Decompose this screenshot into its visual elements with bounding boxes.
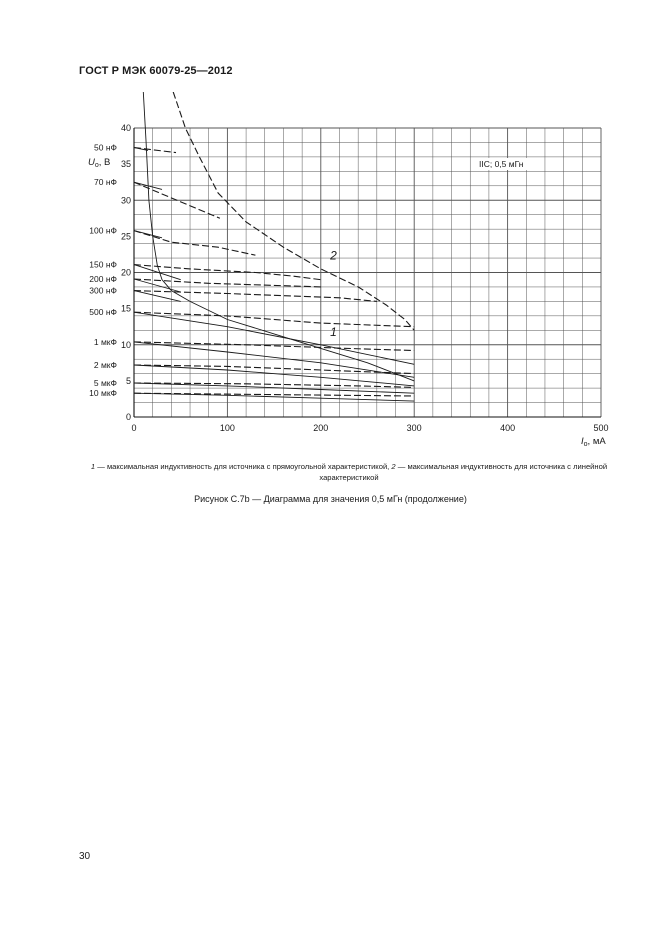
series-line-dashed	[134, 148, 176, 153]
series-line-dashed	[134, 393, 414, 396]
y-axis-unit: , В	[98, 157, 111, 168]
x-tick-label: 200	[313, 423, 329, 433]
curve-labels	[329, 248, 337, 339]
capacitance-label: 200 нФ	[89, 274, 117, 285]
capacitance-label: 5 мкФ	[93, 378, 117, 389]
x-tick-label: 100	[219, 423, 235, 433]
footnote-number-1: 1	[90, 462, 96, 471]
y-tick-label: 40	[120, 123, 131, 133]
x-axis-subscript: o	[583, 441, 588, 448]
footnote-number-2: 2	[391, 462, 396, 471]
chart-footnote	[79, 461, 619, 483]
y-axis-symbol: U	[88, 157, 95, 168]
x-tick-label: 300	[406, 423, 422, 433]
chart-series	[134, 92, 414, 401]
capacitance-label: 70 нФ	[94, 177, 117, 188]
x-tick-label: 0	[131, 423, 137, 433]
capacitance-label: 100 нФ	[89, 225, 117, 236]
chart-grid	[134, 128, 601, 417]
voltage-current-chart	[0, 0, 661, 460]
document-header: ГОСТ Р МЭК 60079-25—2012	[79, 65, 233, 77]
series-line-solid	[134, 279, 181, 292]
y-tick-label: 20	[120, 267, 131, 278]
capacitance-labels	[89, 143, 117, 399]
capacitance-label: 1 мкФ	[93, 336, 117, 347]
figure-caption: Рисунок С.7b — Диаграмма для значения 0,5 мГн (продолжение)	[194, 494, 467, 504]
capacitance-label: 10 мкФ	[89, 388, 117, 399]
chart-annotation: IIC; 0,5 мГн	[479, 159, 524, 169]
footnote-text-1: — максимальная индуктивность для источника с прямоугольной характеристикой,	[95, 462, 392, 471]
curve-number-label: 1	[330, 325, 337, 340]
capacitance-label: 2 мкФ	[93, 359, 117, 370]
page-number: 30	[79, 851, 91, 862]
y-tick-label: 25	[120, 231, 131, 242]
x-axis-symbol: I	[581, 436, 584, 447]
x-tick-label: 500	[593, 423, 609, 433]
x-axis-label	[581, 436, 606, 448]
y-tick-label: 5	[125, 375, 131, 386]
y-tick-label: 15	[120, 303, 131, 314]
y-tick-label: 35	[120, 159, 131, 170]
curve-number-label: 2	[330, 248, 337, 263]
series-line-solid	[143, 92, 414, 381]
x-tick-label: 400	[500, 423, 516, 433]
y-tick-label: 10	[120, 339, 131, 350]
series-line-dashed	[134, 365, 414, 374]
y-tick-label: 30	[120, 195, 131, 206]
y-axis-label	[88, 157, 110, 169]
x-axis-unit: , мА	[587, 436, 606, 447]
capacitance-label: 300 нФ	[89, 285, 117, 296]
capacitance-label: 500 нФ	[89, 307, 117, 318]
series-line-dashed	[134, 312, 414, 327]
series-line-solid	[134, 342, 414, 377]
capacitance-label: 150 нФ	[89, 259, 117, 270]
series-line-dashed	[134, 383, 414, 387]
y-axis-subscript: o	[94, 162, 99, 169]
capacitance-label: 50 нФ	[94, 142, 117, 153]
y-tick-label: 0	[125, 412, 131, 422]
series-line-dashed	[134, 291, 377, 302]
footnote-text-2: — максимальная индуктивность для источника с линейной характеристикой	[319, 462, 608, 482]
